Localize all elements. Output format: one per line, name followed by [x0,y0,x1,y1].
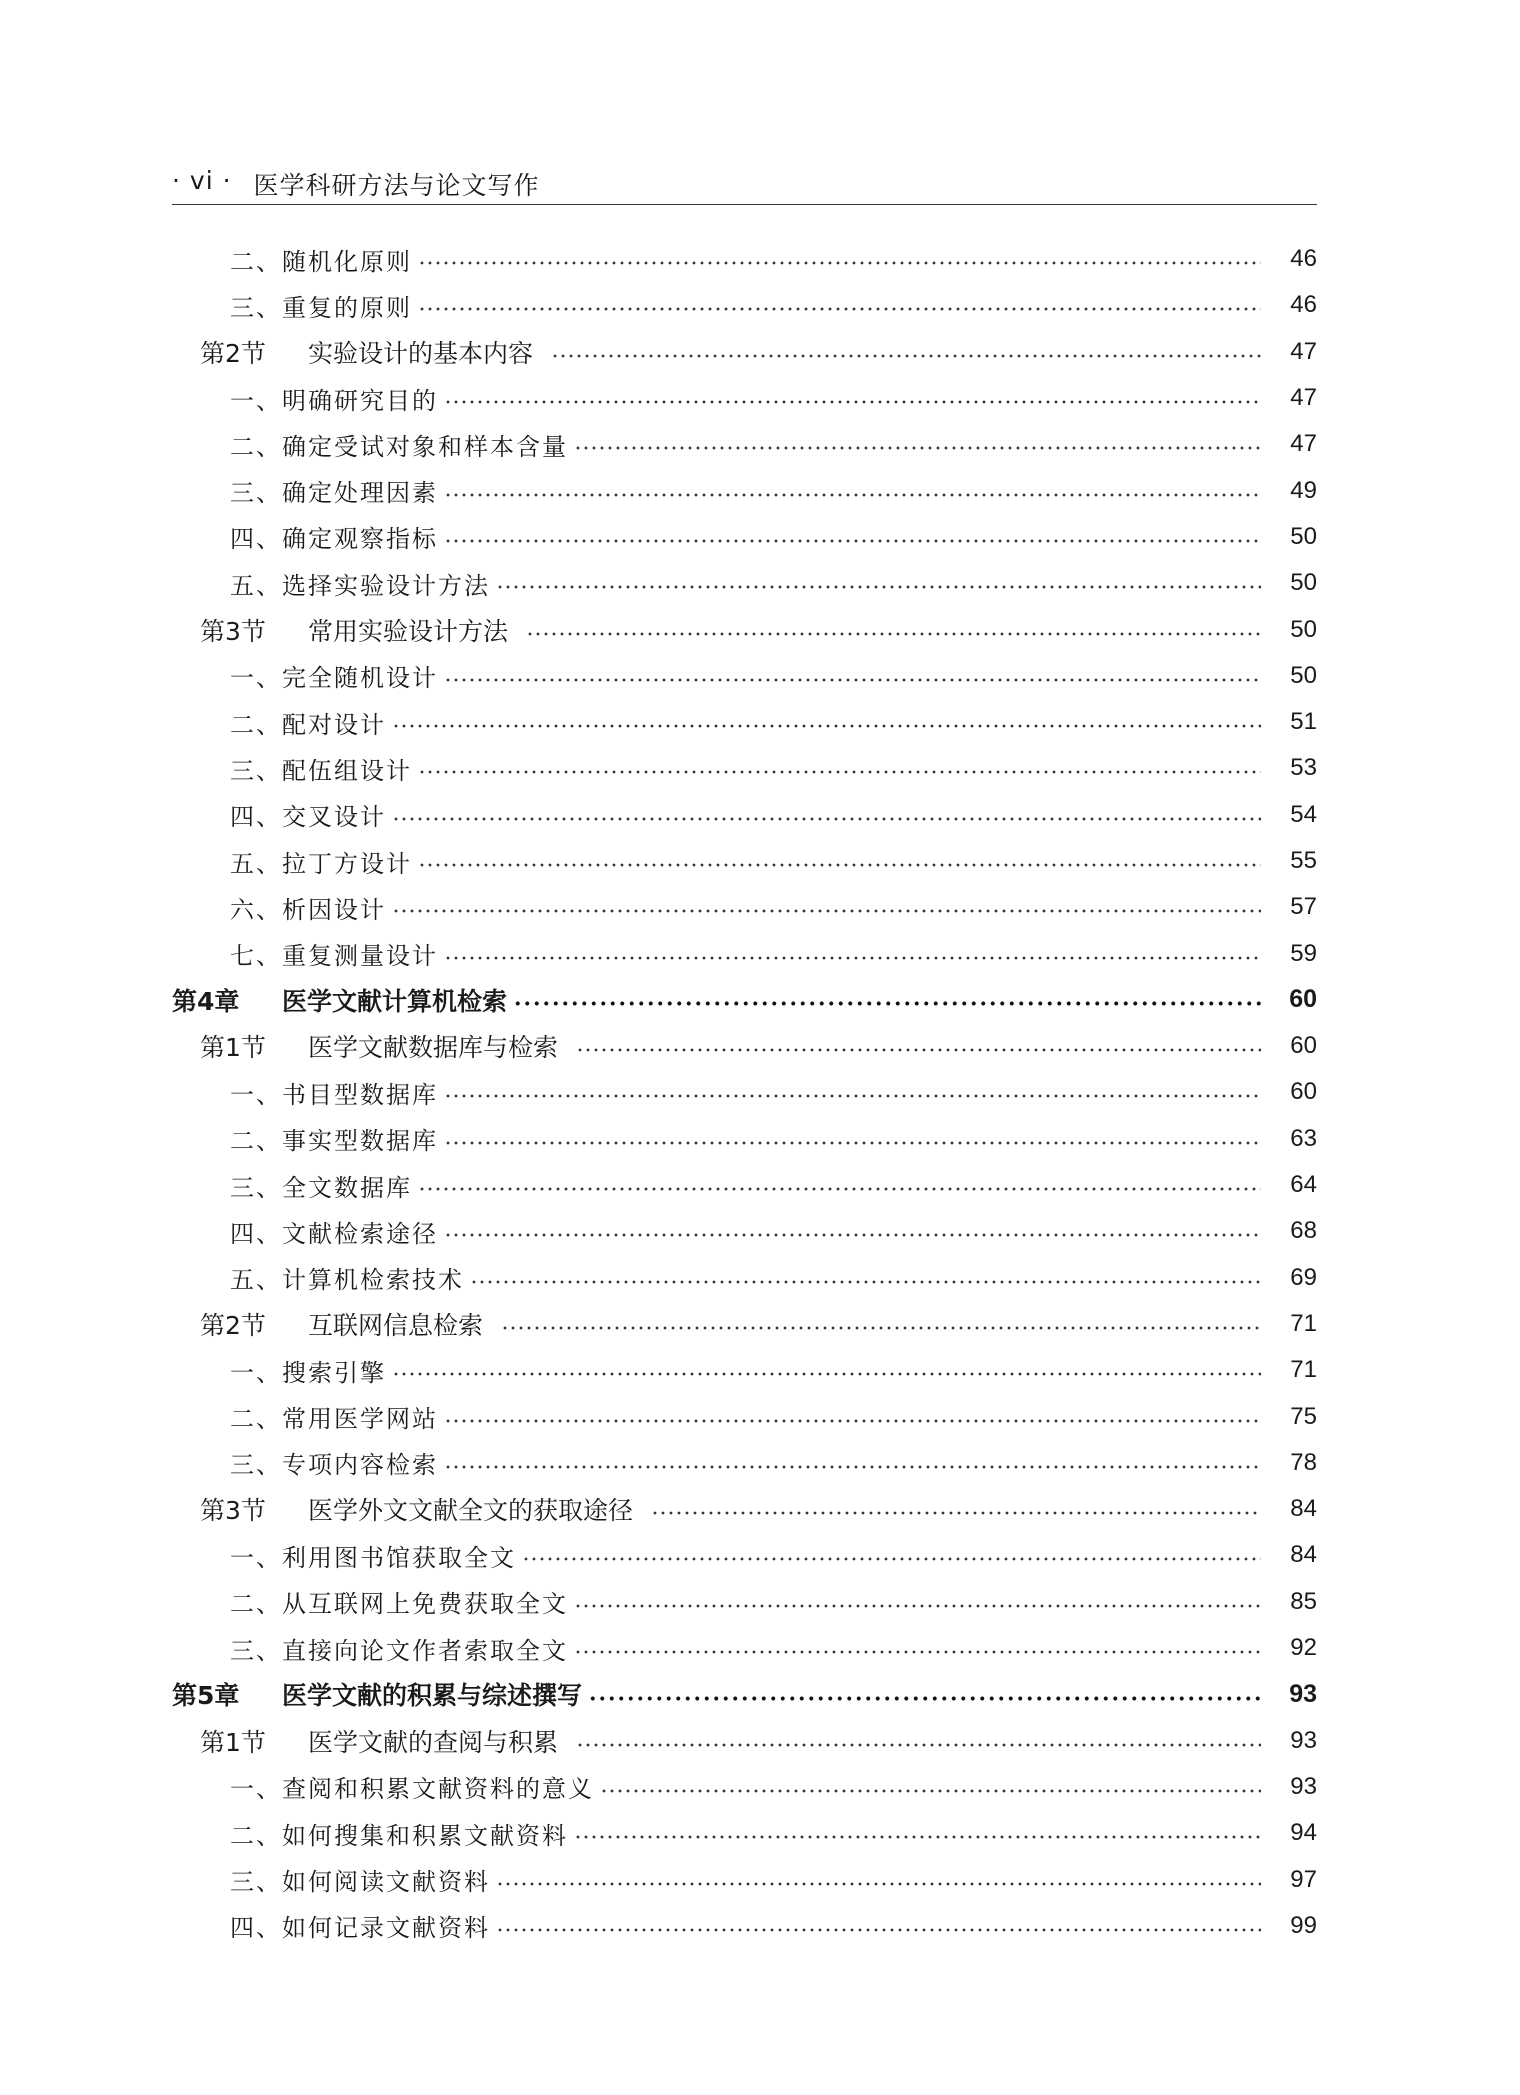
toc-item-row [172,699,1317,745]
toc-item-title: 一、明确研究目的 [230,386,438,415]
toc-page-number: 97 [1290,1865,1317,1893]
toc-page-number: 46 [1290,291,1317,319]
toc-section-row [172,1301,1317,1347]
dot-leader [444,539,1261,543]
toc-item-title: 三、配伍组设计 [230,756,412,785]
toc-page-number: 47 [1290,384,1317,412]
toc-item-row [172,1208,1317,1254]
toc-item-title: 六、析因设计 [230,895,386,924]
toc-page-number: 50 [1290,615,1317,643]
toc-item-title: 一、完全随机设计 [230,664,438,693]
toc-page-number: 92 [1290,1634,1317,1662]
toc-item-row [172,421,1317,467]
toc-page-number: 51 [1290,708,1317,736]
toc-item-row [172,1532,1317,1578]
toc-section-row [172,1023,1317,1069]
toc-page-number: 93 [1290,1726,1317,1754]
toc-item-title: 二、常用医学网站 [230,1405,438,1434]
toc-page-number: 75 [1290,1402,1317,1430]
toc-item-title: 二、配对设计 [230,710,386,739]
dot-leader [392,724,1261,728]
toc-section-row [172,1718,1317,1764]
toc-item-title: 一、查阅和积累文献资料的意义 [230,1775,594,1804]
toc-page-number: 64 [1290,1171,1317,1199]
toc-item-row [172,375,1317,421]
dot-leader [551,354,1261,358]
toc-section-title: 实验设计的基本内容 [308,338,534,368]
dot-leader [513,1001,1261,1006]
dot-leader [392,909,1261,913]
toc-section-title: 医学文献数据库与检索 [308,1033,559,1063]
toc-item-title: 三、专项内容检索 [230,1451,438,1480]
dot-leader [526,632,1261,636]
toc-item-title: 三、如何阅读文献资料 [230,1868,490,1897]
toc-chapter-row [172,1671,1317,1717]
toc-page-number: 47 [1290,337,1317,365]
dot-leader [574,1835,1261,1839]
toc-item-title: 五、选择实验设计方法 [230,571,490,600]
toc-section-number: 第3节 [200,616,266,646]
dot-leader [418,863,1261,867]
dot-leader [444,1233,1261,1237]
toc-item-row [172,930,1317,976]
toc-page-number: 69 [1290,1263,1317,1291]
dot-leader [600,1789,1261,1793]
dot-leader [392,817,1261,821]
toc-page-number: 50 [1290,569,1317,597]
toc-item-row [172,1579,1317,1625]
toc-page-number: 94 [1290,1819,1317,1847]
toc-section-number: 第2节 [200,338,266,368]
dot-leader [574,1650,1261,1654]
toc-item-title: 二、随机化原则 [230,247,412,276]
toc-item-row [172,1856,1317,1902]
toc-page-number: 57 [1290,893,1317,921]
toc-item-title: 五、拉丁方设计 [230,849,412,878]
toc-item-row [172,1393,1317,1439]
toc-chapter-title: 医学文献计算机检索 [282,986,508,1016]
toc-item-row [172,884,1317,930]
toc-item-title: 二、确定受试对象和样本含量 [230,432,568,461]
toc-item-row [172,282,1317,328]
toc-item-title: 四、文献检索途径 [230,1219,438,1248]
running-header [172,166,1317,205]
dot-leader [444,1419,1261,1423]
dot-leader [444,400,1261,404]
toc-page-number: 71 [1290,1356,1317,1384]
dot-leader [588,1696,1261,1701]
toc-item-title: 一、搜索引擎 [230,1358,386,1387]
toc-page-number: 60 [1289,985,1317,1014]
dot-leader [574,1604,1261,1608]
toc-page-number: 49 [1290,476,1317,504]
toc-page-number: 50 [1290,661,1317,689]
toc-item-title: 三、全文数据库 [230,1173,412,1202]
toc-page-number: 68 [1290,1217,1317,1245]
toc-page-number: 55 [1290,847,1317,874]
dot-leader [418,307,1261,311]
toc-item-row [172,1440,1317,1486]
dot-leader [418,261,1261,265]
toc-item-row [172,236,1317,282]
toc-item-title: 四、交叉设计 [230,803,386,832]
toc-item-title: 二、从互联网上免费获取全文 [230,1590,568,1619]
toc-item-title: 四、如何记录文献资料 [230,1914,490,1943]
dot-leader [574,446,1261,450]
dot-leader [576,1048,1261,1052]
toc-page-number: 54 [1290,800,1317,828]
dot-leader [444,956,1261,960]
toc-item-row [172,1347,1317,1393]
toc-page-number: 84 [1290,1541,1317,1569]
toc-item-row [172,1116,1317,1162]
toc-page-number: 60 [1290,1032,1317,1060]
toc-chapter-title: 医学文献的积累与综述撰写 [282,1681,583,1711]
dot-leader [496,1928,1261,1932]
toc-item-row [172,514,1317,560]
toc-item-title: 二、如何搜集和积累文献资料 [230,1821,568,1850]
toc-item-row [172,467,1317,513]
toc-section-title: 医学外文文献全文的获取途径 [308,1496,634,1526]
dot-leader [418,1187,1261,1191]
toc-item-row [172,792,1317,838]
toc-chapter-number: 第5章 [172,1681,240,1711]
toc-item-row [172,838,1317,884]
toc-section-title: 互联网信息检索 [308,1310,484,1340]
dot-leader [496,1882,1261,1886]
toc-page-number: 99 [1290,1911,1317,1939]
dot-leader [444,1141,1261,1145]
dot-leader [392,1372,1261,1376]
dot-leader [418,770,1261,774]
toc-page-number: 93 [1290,1772,1317,1800]
toc-item-title: 七、重复测量设计 [230,942,438,971]
toc-item-row [172,745,1317,791]
toc-item-title: 三、直接向论文作者索取全文 [230,1636,568,1665]
toc-page-number: 53 [1290,754,1317,782]
toc-section-number: 第2节 [200,1310,266,1340]
toc-item-row [172,1069,1317,1115]
toc-page-number: 59 [1290,939,1317,967]
toc-chapter-row [172,977,1317,1023]
page-number: · vi · [172,166,232,195]
dot-leader [444,1465,1261,1469]
toc-item-row [172,653,1317,699]
toc-section-row [172,329,1317,375]
toc-item-title: 五、计算机检索技术 [230,1266,464,1295]
toc-section-number: 第3节 [200,1496,266,1526]
toc-page-number: 78 [1290,1448,1317,1476]
toc-section-title: 常用实验设计方法 [308,616,509,646]
dot-leader [444,1094,1261,1098]
toc-item-title: 二、事实型数据库 [230,1127,438,1156]
table-of-contents [172,236,1317,1949]
toc-section-number: 第1节 [200,1727,266,1757]
toc-item-title: 一、利用图书馆获取全文 [230,1543,516,1572]
toc-item-title: 三、确定处理因素 [230,479,438,508]
toc-section-row [172,1486,1317,1532]
dot-leader [651,1511,1261,1515]
toc-item-row [172,1810,1317,1856]
toc-page-number: 85 [1290,1587,1317,1615]
toc-item-title: 四、确定观察指标 [230,525,438,554]
toc-page-number: 46 [1290,245,1317,273]
toc-item-row [172,1625,1317,1671]
toc-section-number: 第1节 [200,1033,266,1063]
toc-section-row [172,606,1317,652]
toc-item-row [172,1255,1317,1301]
dot-leader [444,493,1261,497]
toc-section-title: 医学文献的查阅与积累 [308,1727,559,1757]
dot-leader [470,1280,1261,1284]
toc-page-number: 84 [1290,1495,1317,1523]
toc-item-row [172,1162,1317,1208]
toc-page-number: 63 [1290,1124,1317,1152]
toc-item-title: 三、重复的原则 [230,293,412,322]
dot-leader [522,1557,1261,1561]
toc-item-row [172,1903,1317,1949]
toc-item-row [172,560,1317,606]
toc-page-number: 93 [1289,1679,1317,1708]
toc-page-number: 71 [1290,1309,1317,1337]
toc-page-number: 60 [1290,1078,1317,1106]
toc-page-number: 47 [1290,430,1317,458]
dot-leader [496,585,1261,589]
toc-page-number: 50 [1290,522,1317,550]
dot-leader [576,1743,1261,1747]
toc-chapter-number: 第4章 [172,986,240,1016]
dot-leader [501,1326,1261,1330]
book-title: 医学科研方法与论文写作 [253,171,540,200]
toc-item-row [172,1764,1317,1810]
toc-item-title: 一、书目型数据库 [230,1080,438,1109]
dot-leader [444,678,1261,682]
